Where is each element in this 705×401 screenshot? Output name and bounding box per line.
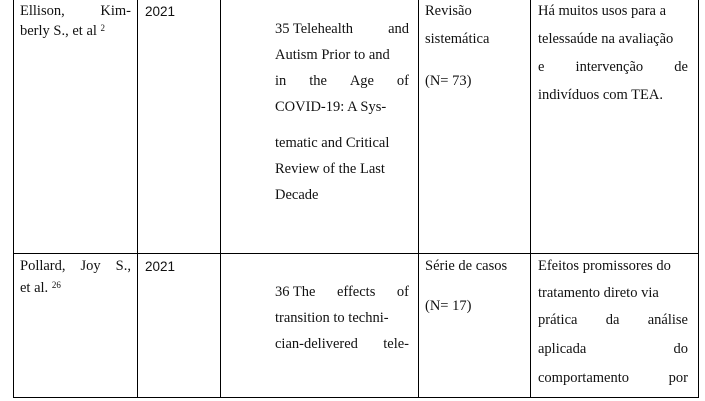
title-line: Review of the Last	[275, 161, 385, 177]
title-line: Decade	[275, 187, 319, 203]
result-line: indivíduos com TEA.	[538, 87, 663, 103]
author-cell-line: Pollard, Joy S.,	[20, 258, 131, 274]
sample-size: (N= 17)	[425, 298, 472, 314]
table-vline-1	[137, 0, 138, 398]
title-line: COVID-19: A Sys-	[275, 99, 387, 115]
author-cell-line: berly S., et al $^2$	[20, 23, 106, 39]
result-line: telessaúde na avaliação	[538, 31, 674, 47]
title-line: 35 Telehealth and	[275, 21, 409, 37]
reference-superscript: 2	[100, 23, 106, 33]
title-line: in the Age of	[275, 73, 409, 89]
result-line: prática da análise	[538, 312, 688, 328]
title-line: 36 The effects of	[275, 284, 409, 300]
table-vline-2	[220, 0, 221, 398]
author-cell-line: Ellison, Kim-	[20, 3, 131, 19]
year-cell: 2021	[145, 259, 176, 274]
title-line: Autism Prior to and	[275, 47, 390, 63]
table-vline-4	[530, 0, 531, 398]
table-vline-3	[418, 0, 419, 398]
table-vline-right	[698, 0, 699, 398]
author-cell-line: et al. $^{26}$	[20, 280, 61, 296]
result-line: Há muitos usos para a	[538, 3, 667, 19]
study-type: sistemática	[425, 31, 490, 47]
result-line: e intervenção de	[538, 59, 688, 75]
study-type: Revisão	[425, 3, 472, 19]
table-vline-left	[13, 0, 14, 398]
table-bottom-border	[13, 397, 699, 398]
year-cell: 2021	[145, 4, 176, 19]
result-line: aplicada do	[538, 341, 688, 357]
table-row-divider	[13, 253, 699, 254]
reference-superscript: 26	[51, 280, 61, 290]
study-type: Série de casos	[425, 258, 508, 274]
title-line: transition to techni-	[275, 310, 389, 326]
result-line: Efeitos promissores do	[538, 258, 671, 274]
result-line: tratamento direto via	[538, 285, 659, 301]
title-line: cian-delivered tele-	[275, 336, 409, 352]
sample-size: (N= 73)	[425, 73, 472, 89]
title-line: tematic and Critical	[275, 135, 390, 151]
result-line: comportamento por	[538, 370, 688, 386]
